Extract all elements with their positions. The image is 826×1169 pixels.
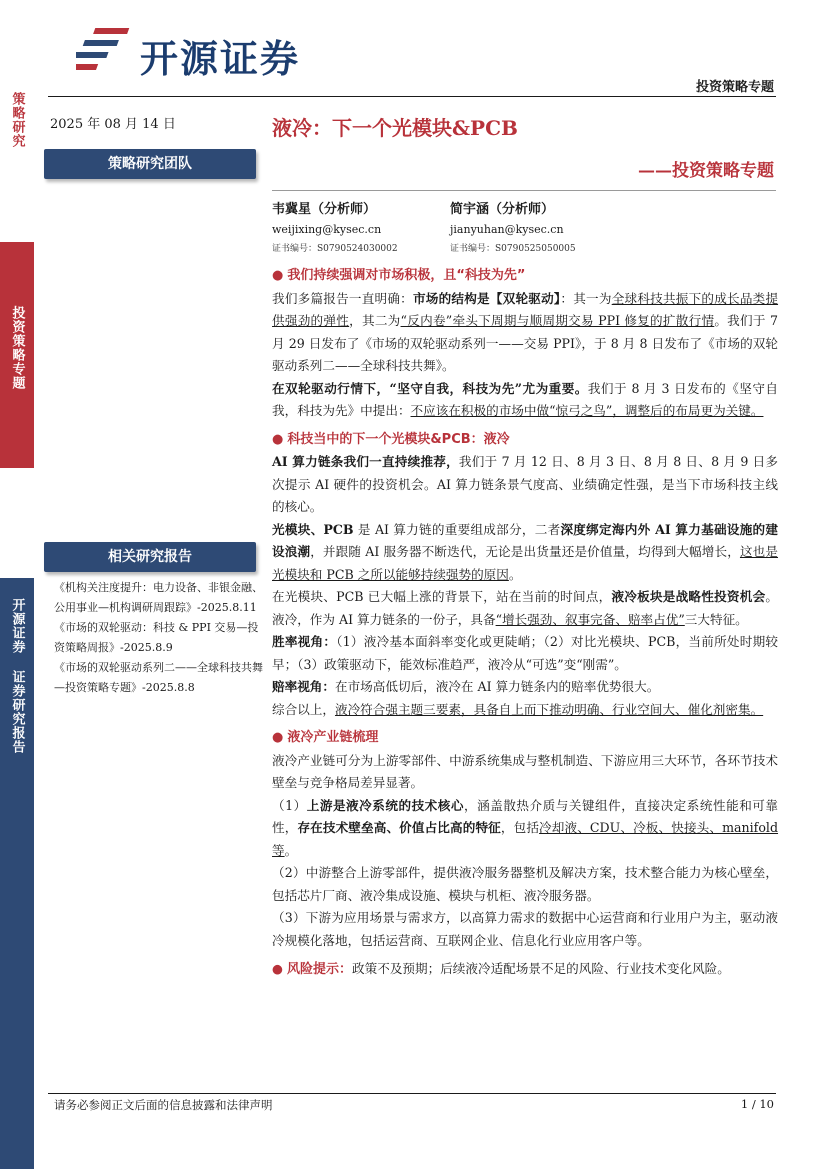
analyst-cert: 证书编号：S0790524030002 (272, 244, 398, 254)
report-date: 2025 年 08 月 14 日 (50, 117, 176, 132)
paragraph: 我们多篇报告一直明确：市场的结构是【双轮驱动】：其一为全球科技共振下的成长品类提供强劲的弹性，其二为“反内卷”牵头下周期与顺周期交易 PPI 修复的扩散行情。我们于 7 月 29 日发布了《市场的双轮驱动系列一——交易 PPI》，于 8 月 8 日发布了《市场的双轮驱动系列二——全球科技共舞》。 (272, 290, 779, 373)
main-content (272, 262, 778, 982)
report-subtitle: ——投资策略专题 (638, 161, 774, 181)
brand-logo-icon (76, 26, 134, 74)
section-heading: ● 科技当中的下一个光模块&PCB：液冷 (272, 431, 510, 447)
paragraph: 光模块、PCB 是 AI 算力链的重要组成部分，二者深度绑定海内外 AI 算力基础设施的建设浪潮，并跟随 AI 服务器不断迭代，无论是出货量还是价值量，均得到大幅增长，这也是光模块和 PCB 之所以能够持续强势的原因。 (272, 521, 779, 582)
side-tab-strategy-topic: 投资策略专题 (0, 242, 34, 468)
paragraph: 胜率视角：（1）液冷基本面斜率变化或更陡峭；（2）对比光模块、PCB，当前所处时期较早；（3）政策驱动下，能效标准趋严，液冷从“可选”变“刚需”。 (272, 634, 778, 672)
paragraph: （3）下游为应用场景与需求方，以高算力需求的数据中心运营商和行业用户为主，驱动液冷规模化落地，包括运营商、互联网企业、信息化行业应用客户等。 (272, 910, 778, 948)
bullet-icon: ● (272, 268, 284, 283)
paragraph: 赔率视角：在市场高低切后，液冷在 AI 算力链条内的赔率优势很大。 (272, 679, 660, 694)
related-reports-list (54, 578, 264, 698)
related-report-item[interactable]: 《机构关注度提升：电力设备、非银金融、公用事业—机构调研周跟踪》-2025.8.11 (54, 581, 263, 614)
related-reports-box: 相关研究报告 (44, 542, 256, 572)
side-tab-research-report: 开源证券 证券研究报告 (0, 578, 34, 1169)
paragraph: AI 算力链条我们一直持续推荐，我们于 7 月 12 日、8 月 3 日、8 月 8 日、8 月 9 日多次提示 AI 硬件的投资机会。AI 算力链条景气度高、业绩确定性强，是当下市场科技主线的核心。 (272, 454, 779, 514)
analyst-2 (450, 198, 576, 254)
analyst-cert: 证书编号：S0790525050005 (450, 244, 576, 254)
author-divider (272, 190, 776, 191)
related-report-item[interactable]: 《市场的双轮驱动系列二——全球科技共舞—投资策略专题》-2025.8.8 (54, 661, 263, 694)
brand-logo-text: 开源证券 (140, 37, 301, 81)
analyst-email[interactable]: jianyuhan@kysec.cn (450, 223, 564, 236)
section-heading: ● 液冷产业链梳理 (272, 730, 379, 745)
paragraph: 液冷产业链可分为上游零部件、中游系统集成与整机制造、下游应用三大环节，各环节技术壁垒与竞争格局差异显著。 (272, 752, 778, 790)
side-label-strategy: 策略研究 (9, 92, 25, 148)
header-divider (48, 96, 776, 97)
bullet-icon: ● (272, 730, 284, 745)
header-report-type: 投资策略专题 (695, 80, 774, 95)
risk-warning: ● 风险提示：政策不及预期；后续液冷适配场景不足的风险、行业技术变化风险。 (272, 961, 730, 977)
footer-divider (48, 1093, 776, 1094)
analyst-name: 韦冀星（分析师） (272, 202, 377, 217)
team-box: 策略研究团队 (44, 149, 256, 179)
analyst-1 (272, 198, 398, 254)
paragraph: 在光模块、PCB 已大幅上涨的背景下，站在当前的时间点，液冷板块是战略性投资机会。液冷，作为 AI 算力链条的一份子，具备“增长强劲、叙事完备、赔率占优”三大特征。 (272, 589, 778, 627)
related-report-item[interactable]: 《市场的双轮驱动：科技 & PPI 交易—投资策略周报》-2025.8.9 (54, 621, 259, 654)
paragraph: 在双轮驱动行情下，“坚守自我，科技为先”尤为重要。我们于 8 月 3 日发布的《坚守自我，科技为先》中提出：不应该在积极的市场中做“惊弓之鸟”，调整后的布局更为关键。 (272, 380, 778, 418)
paragraph: （2）中游整合上游零部件，提供液冷服务器整机及解决方案，技术整合能力为核心壁垒，包括芯片厂商、液冷集成设施、模块与机柜、液冷服务器。 (272, 865, 778, 903)
bullet-icon: ● (272, 431, 284, 447)
section-heading: ● 我们持续强调对市场积极，且“科技为先” (272, 268, 526, 283)
bullet-icon: ● (272, 961, 283, 976)
footer-disclaimer: 请务必参阅正文后面的信息披露和法律声明 (54, 1098, 273, 1112)
paragraph: （1）上游是液冷系统的技术核心，涵盖散热介质与关键组件，直接决定系统性能和可靠性，存在技术壁垒高、价值占比高的特征，包括冷却液、CDU、冷板、快接头、manifold 等。 (272, 797, 779, 858)
report-title: 液冷：下一个光模块&PCB (272, 116, 518, 140)
analyst-email[interactable]: weijixing@kysec.cn (272, 223, 382, 236)
analyst-name: 简宇涵（分析师） (450, 202, 555, 217)
page-number: 1 / 10 (740, 1097, 774, 1111)
paragraph: 综合以上，液冷符合强主题三要素，具备自上而下推动明确、行业空间大、催化剂密集。 (272, 701, 764, 717)
